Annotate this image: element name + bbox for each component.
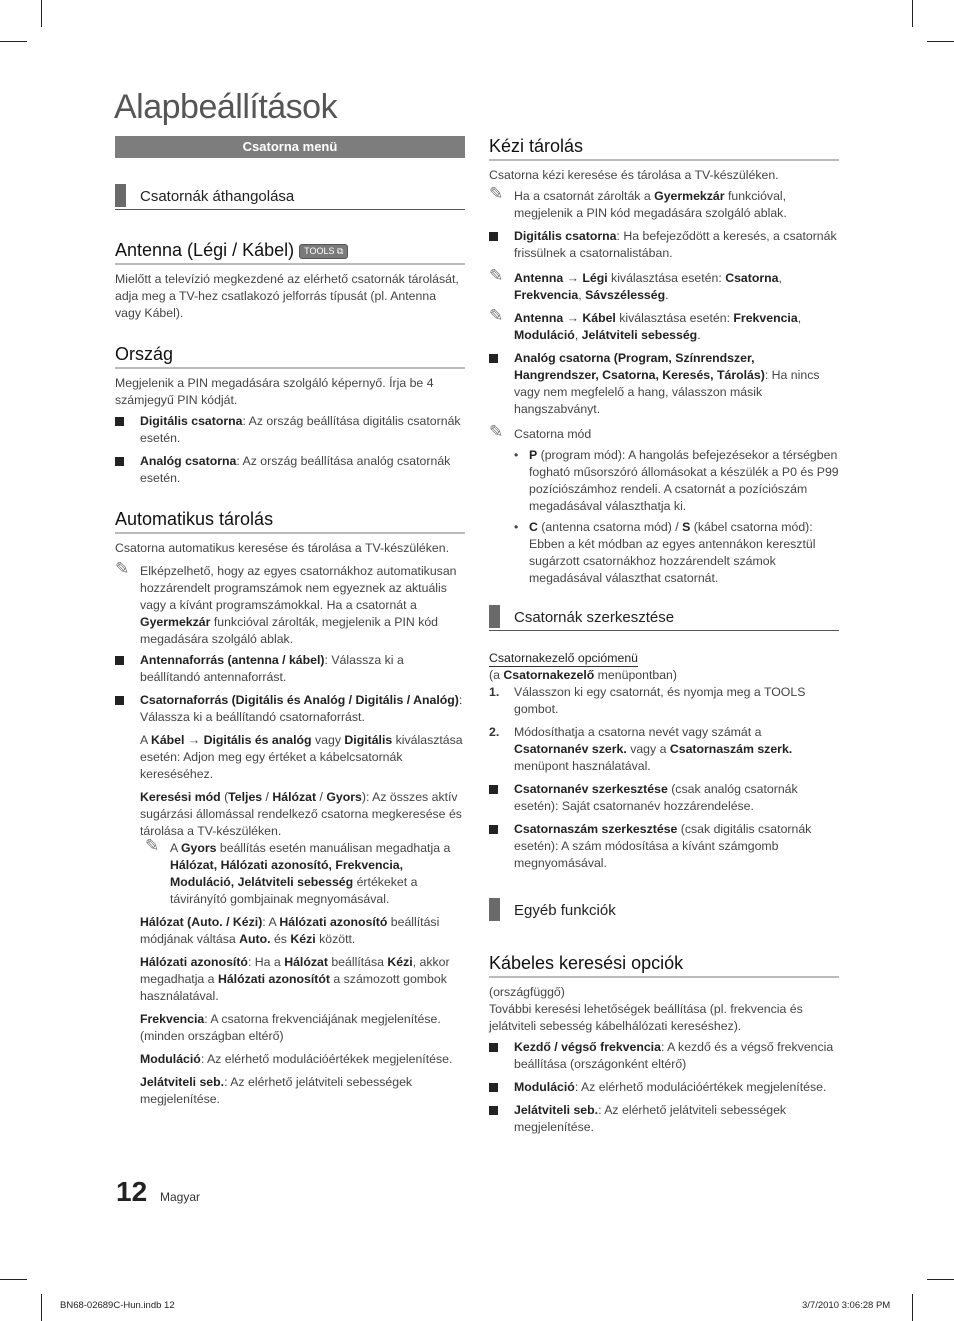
note: ✎ Elképzelhető, hogy az egyes csatornákhoz automatikusan hozzárendelt programszámok nem egyeznek az aktuális vagy a kívánt programszámokkal. Ha a csatornát a Gyermekzár funkcióval zárolták, megjelenik a PIN kód megadására szolgáló ablak. xyxy=(115,559,457,646)
section-country: Ország xyxy=(115,344,465,369)
section-manual-store: Kézi tárolás xyxy=(489,136,839,161)
crop-mark xyxy=(41,1294,42,1321)
paragraph: Frekvencia: A csatorna frekvenciájának megjelenítése. (minden országban eltérő) xyxy=(140,1012,441,1043)
list-item: Analóg csatorna (Program, Színrendszer, Hangrendszer, Csatorna, Keresés, Tárolás): Ha nincs vagy nem megfelelő a hang, válasszon másik hangszabványt. xyxy=(489,350,839,418)
left-column xyxy=(115,136,465,1108)
list-item: Digitális csatorna: Az ország beállítása digitális csatornák esetén. xyxy=(115,413,465,447)
bullet-item: • P (program mód): A hangolás befejezésekor a térségben fogható műsorszóró állomásokat a készülék a P0 és P99 pozíciószámhoz rendeli. A csatornát a pozíciószám megadásával választhatja ki. xyxy=(489,447,839,515)
menu-bar: Csatorna menü xyxy=(115,136,465,158)
list-item: Digitális csatorna: Ha befejeződött a keresés, a csatornák frissülnek a csatornalistában. xyxy=(489,228,839,262)
paragraph: Moduláció: Az elérhető modulációértékek megjelenítése. xyxy=(140,1052,453,1066)
page-language: Magyar xyxy=(160,1190,201,1204)
note: ✎ Ha a csatornát zárolták a Gyermekzár funkcióval, megjelenik a PIN kód megadására szolgáló ablak. xyxy=(489,184,787,220)
section-auto-store: Automatikus tárolás xyxy=(115,509,465,534)
pencil-icon: ✎ xyxy=(489,266,504,285)
antenna-text: Mielőtt a televízió megkezdené az elérhető csatornák tárolását, adja meg a TV-hez csatlakozó jelforrás típusát (pl. Antenna vagy Kábel). xyxy=(115,272,459,320)
note: ✎ Antenna → Légi kiválasztása esetén: Csatorna, Frekvencia, Sávszélesség. xyxy=(489,266,782,302)
list-item: Csatornanév szerkesztése (csak analóg csatornák esetén): Saját csatornanév hozzárendelése. xyxy=(489,781,839,815)
page-number: 12 xyxy=(116,1176,148,1207)
bullet-item: • C (antenna csatorna mód) / S (kábel csatorna mód): Ebben a két módban az egyes antennákon keresztül sugárzott csatornákhoz hozzárendelt számok megadásával választhat csatornát. xyxy=(489,519,839,587)
crop-mark xyxy=(41,0,42,27)
tools-icon: TOOLS ⧉ xyxy=(299,244,348,259)
paragraph: (országfüggő) xyxy=(489,985,565,999)
section-antenna xyxy=(115,240,465,265)
paragraph: A Kábel → Digitális és analóg vagy Digitális kiválasztása esetén: Adjon meg egy értéket a kábelcsatornák kereséséhez. xyxy=(140,733,463,781)
imprint-date: 3/7/2010 3:06:28 PM xyxy=(802,1300,891,1311)
paragraph: (a Csatornakezelő menüpontban) xyxy=(489,668,677,682)
page-title: Alapbeállítások xyxy=(114,88,338,126)
sub-heading-other: Egyéb funkciók xyxy=(489,902,839,923)
crop-mark xyxy=(0,41,27,42)
sub-heading-retune: Csatornák áthangolása xyxy=(115,188,465,210)
imprint-file: BN68-02689C-Hun.indb 12 xyxy=(60,1300,175,1311)
pencil-icon: ✎ xyxy=(489,306,504,325)
section-cable-search: Kábeles keresési opciók xyxy=(489,953,839,978)
note: ✎ Csatorna mód xyxy=(489,422,592,441)
list-item: Csatornaszám szerkesztése (csak digitális csatornák esetén): A szám módosítása a kívánt számgomb megnyomásával. xyxy=(489,821,839,872)
crop-mark xyxy=(0,1279,27,1280)
list-item: Csatornaforrás (Digitális és Analóg / Digitális / Analóg): Válassza ki a beállítandó csatornaforrást. xyxy=(115,692,465,726)
section-title: Antenna (Légi / Kábel) xyxy=(115,240,295,260)
list-item: Antennaforrás (antenna / kábel): Válassza ki a beállítandó antennaforrást. xyxy=(115,652,465,686)
paragraph: Jelátviteli seb.: Az elérhető jelátviteli sebességek megjelenítése. xyxy=(140,1075,413,1106)
pencil-icon: ✎ xyxy=(115,559,130,578)
right-column xyxy=(489,136,839,1136)
paragraph: Hálózati azonosító: Ha a Hálózat beállítása Kézi, akkor megadhatja a Hálózati azonosítót a számozott gombok használatával. xyxy=(140,955,450,1003)
list-item: Jelátviteli seb.: Az elérhető jelátviteli sebességek megjelenítése. xyxy=(489,1102,839,1136)
numbered-item: 1. Válasszon ki egy csatornát, és nyomja meg a TOOLS gombot. xyxy=(489,685,806,716)
crop-mark xyxy=(927,41,954,42)
crop-mark xyxy=(912,0,913,27)
crop-mark xyxy=(912,1294,913,1321)
list-item: Moduláció: Az elérhető modulációértékek megjelenítése. xyxy=(489,1079,839,1096)
sub-heading-edit: Csatornák szerkesztése xyxy=(489,609,839,631)
note: ✎ A Gyors beállítás esetén manuálisan megadhatja a Hálózat, Hálózati azonosító, Frekvencia, Moduláció, Jelátviteli sebesség értékeket a távirányító gombjainak megnyomásával. xyxy=(145,836,451,906)
auto-text: Csatorna automatikus keresése és tárolása a TV-készüléken. xyxy=(115,541,450,555)
pencil-icon: ✎ xyxy=(145,836,160,855)
paragraph: Keresési mód (Teljes / Hálózat / Gyors): Az összes aktív sugárzási állomással rendelkező csatorna megkeresése és tárolása a TV-készüléken. xyxy=(140,790,462,838)
pencil-icon: ✎ xyxy=(489,184,504,203)
note: ✎ Antenna → Kábel kiválasztása esetén: Frekvencia, Moduláció, Jelátviteli sebesség. xyxy=(489,306,802,342)
numbered-item: 2. Módosíthatja a csatorna nevét vagy számát a Csatornanév szerk. vagy a Csatornaszám szerk. menüpont használatával. xyxy=(489,725,793,773)
list-item: Kezdő / végső frekvencia: A kezdő és a végső frekvencia beállítása (országonként eltérő) xyxy=(489,1039,839,1073)
paragraph: További keresési lehetőségek beállítása (pl. frekvencia és jelátviteli sebesség kábelhálózati kereséshez). xyxy=(489,1002,803,1033)
crop-mark xyxy=(927,1279,954,1280)
country-text: Megjelenik a PIN megadására szolgáló képernyő. Írja be 4 számjegyű PIN kódját. xyxy=(115,376,434,407)
list-item: Analóg csatorna: Az ország beállítása analóg csatornák esetén. xyxy=(115,453,465,487)
manual-text: Csatorna kézi keresése és tárolása a TV-készüléken. xyxy=(489,168,779,182)
paragraph: Hálózat (Auto. / Kézi): A Hálózati azonosító beállítási módjának váltása Auto. és Kézi között. xyxy=(140,915,440,946)
pencil-icon: ✎ xyxy=(489,422,504,441)
channel-manager-options-title: Csatornakezelő opciómenü xyxy=(489,651,639,665)
